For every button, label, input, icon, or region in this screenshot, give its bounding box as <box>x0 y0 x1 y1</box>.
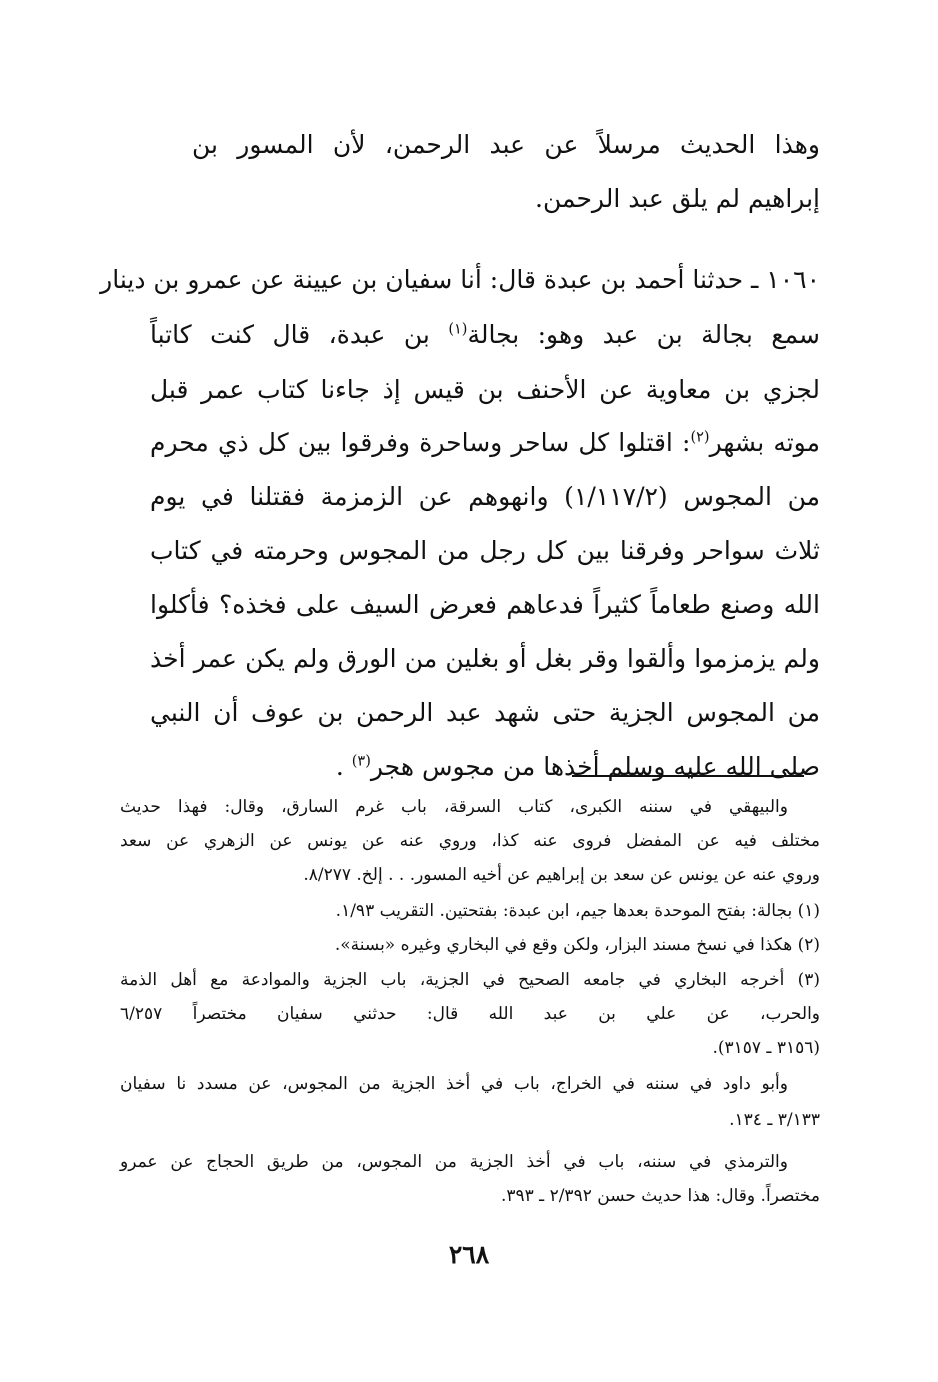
hadith-line-4-tail: : اقتلوا كل ساحر وساحرة وفرقوا بين كل ذي محرم <box>150 428 691 457</box>
intro-line-2: إبراهيم لم يلق عبد الرحمن. <box>535 184 820 213</box>
hadith-line-9: من المجوس الجزية حتى شهد عبد الرحمن بن عوف أن النبي <box>150 698 820 727</box>
footnote-marker-3: (٣) <box>351 753 371 770</box>
hadith-line-10-text: صلى الله عليه وسلم أخذها من مجوس هجر <box>370 752 820 781</box>
hadith-line-2-tail: بن عبدة، قال كنت كاتباً <box>150 320 449 349</box>
footnote-tirmidhi-line-2: مختصراً. وقال: هذا حديث حسن ٢/٣٩٢ ـ ٣٩٣. <box>500 1186 820 1206</box>
hadith-line-8: ولم يزمزموا وألقوا وقر بغل أو بغلين من الورق ولم يكن عمر أخذ <box>150 644 820 673</box>
footnote-continuation-line-1: والبيهقي في سننه الكبرى، كتاب السرقة، باب غرم السارق، وقال: فهذا حديث <box>120 797 788 817</box>
hadith-line-4-text: موته بشهر <box>709 428 820 457</box>
footnote-3-line-3: (٣١٥٦ ـ ٣١٥٧). <box>712 1038 820 1058</box>
hadith-line-7: الله وصنع طعاماً كثيراً فدعاهم فعرض السيف على فخذه؟ فأكلوا <box>150 590 820 619</box>
footnote-abu-dawud-line-2: ٣/١٣٣ ـ ١٣٤. <box>729 1110 820 1130</box>
hadith-line-3: لجزي بن معاوية عن الأحنف بن قيس إذ جاءنا كتاب عمر قبل <box>150 375 820 404</box>
hadith-line-10-tail: . <box>335 752 352 781</box>
footnote-marker-1: (١) <box>448 321 468 338</box>
intro-line-1: وهذا الحديث مرسلاً عن عبد الرحمن، لأن المسور بن <box>192 130 820 159</box>
hadith-line-5: من المجوس (١/١١٧/٢) وانهوهم عن الزمزمة فقتلنا في يوم <box>150 482 820 511</box>
footnote-tirmidhi-line-1: والترمذي في سننه، باب في أخذ الجزية من المجوس، من طريق الحجاج عن عمرو <box>120 1152 788 1172</box>
footnote-1: (١) بجالة: بفتح الموحدة بعدها جيم، ابن عبدة: بفتحتين. التقريب ١/٩٣. <box>335 901 820 921</box>
footnote-continuation-line-3: وروي عنه عن يونس عن سعد بن إبراهيم عن أخيه المسور. . . إلخ. ٨/٢٧٧. <box>303 865 820 885</box>
hadith-line-6: ثلاث سواحر وفرقنا بين كل رجل من المجوس وحرمته في كتاب <box>150 536 820 565</box>
footnote-3-line-2: والحرب، عن علي بن عبد الله قال: حدثني سفيان مختصراً ٦/٢٥٧ <box>120 1004 820 1024</box>
hadith-line-2 <box>150 320 820 349</box>
hadith-line-1: ١٠٦٠ ـ حدثنا أحمد بن عبدة قال: أنا سفيان بن عيينة عن عمرو بن دينار <box>100 265 820 294</box>
hadith-line-2-text: سمع بجالة بن عبد وهو: بجالة <box>467 320 820 349</box>
footnote-abu-dawud-line-1: وأبو داود في سننه في الخراج، باب في أخذ الجزية من المجوس، عن مسدد نا سفيان <box>120 1074 788 1094</box>
footnote-2: (٢) هكذا في نسخ مسند البزار، ولكن وقع في البخاري وغيره «بسنة». <box>334 935 820 955</box>
footnote-3-line-1: (٣) أخرجه البخاري في جامعه الصحيح في الجزية، باب الجزية والموادعة مع أهل الذمة <box>120 970 820 990</box>
hadith-line-4 <box>150 428 820 457</box>
page-number: ٢٦٨ <box>448 1240 490 1269</box>
footnote-marker-2: (٢) <box>690 429 710 446</box>
footnote-continuation-line-2: مختلف فيه عن المفضل فروى عنه كذا، وروي عنه عن يونس عن الزهري عن سعد <box>120 831 820 851</box>
footnote-separator <box>572 775 804 777</box>
